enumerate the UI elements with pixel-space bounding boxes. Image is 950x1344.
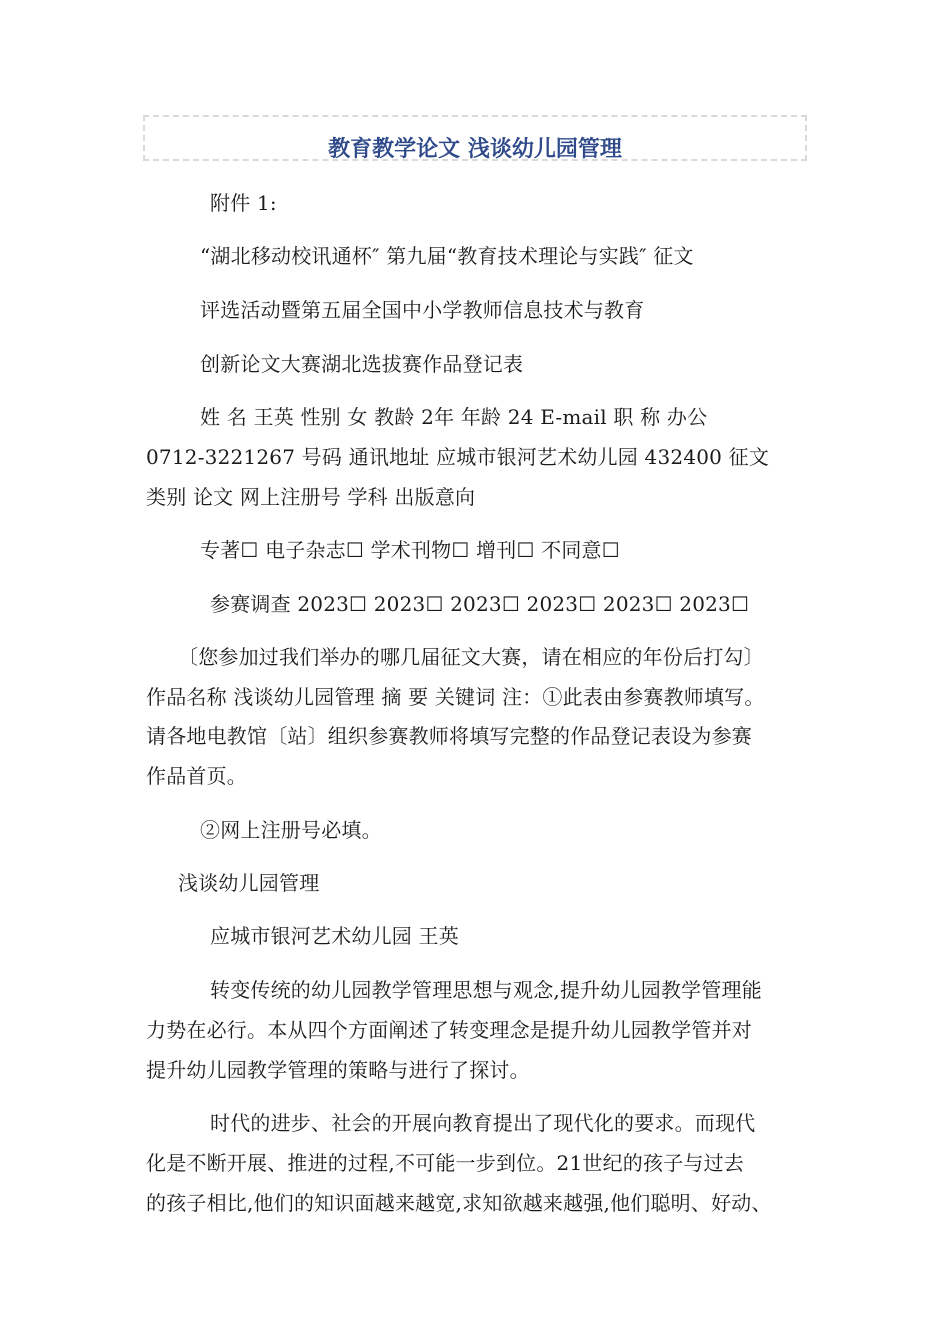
note-line-3: 作品首页。: [146, 764, 247, 788]
paper-title: 浅谈幼儿园管理: [178, 871, 320, 895]
contest-title-line-1: “湖北移动校讯通杯″ 第九届“教育技术理论与实践″ 征文: [200, 244, 694, 268]
form-line-3: 类别 论文 网上注册号 学科 出版意向: [146, 485, 476, 509]
work-info-line: 作品名称 浅谈幼儿园管理 摘 要 关键词 注：①此表由参赛教师填写。: [146, 685, 765, 709]
paper-author: 应城市银河艺术幼儿园 王英: [210, 924, 459, 948]
note-line-2: 请各地电教馆〔站〕组织参赛教师将填写完整的作品登记表设为参赛: [146, 724, 752, 748]
document-title: 教育教学论文 浅谈幼儿园管理: [328, 137, 622, 162]
survey-note: 〔您参加过我们举办的哪几届征文大赛，请在相应的年份后打勾〕: [178, 645, 764, 669]
participation-survey: 参赛调查 2023☐ 2023☐ 2023☐ 2023☐ 2023☐ 2023☐: [210, 592, 750, 616]
body-line-3: 的孩子相比,他们的知识面越来越宽,求知欲越来越强,他们聪明、好动、: [146, 1191, 772, 1215]
contest-title-line-3: 创新论文大赛湖北选拔赛作品登记表: [200, 352, 524, 376]
abstract-line-1: 转变传统的幼儿园教学管理思想与观念,提升幼儿园教学管理能: [210, 978, 762, 1002]
publication-options: 专著☐ 电子杂志☐ 学术刊物☐ 增刊☐ 不同意☐: [200, 538, 620, 562]
abstract-line-2: 力势在必行。本从四个方面阐述了转变理念是提升幼儿园教学管并对: [146, 1018, 752, 1042]
attachment-label: 附件 1:: [210, 191, 277, 215]
note-registration: ②网上注册号必填。: [200, 818, 382, 842]
form-line-1: 姓 名 王英 性别 女 教龄 2年 年龄 24 E-mail 职 称 办公: [200, 405, 708, 429]
form-line-2: 0712-3221267 号码 通讯地址 应城市银河艺术幼儿园 432400 征文: [146, 445, 770, 469]
body-line-2: 化是不断开展、推进的过程,不可能一步到位。21世纪的孩子与过去: [146, 1151, 745, 1175]
abstract-line-3: 提升幼儿园教学管理的策略与进行了探讨。: [146, 1058, 530, 1082]
contest-title-line-2: 评选活动暨第五届全国中小学教师信息技术与教育: [200, 298, 645, 322]
body-line-1: 时代的进步、社会的开展向教育提出了现代化的要求。而现代: [210, 1111, 756, 1135]
